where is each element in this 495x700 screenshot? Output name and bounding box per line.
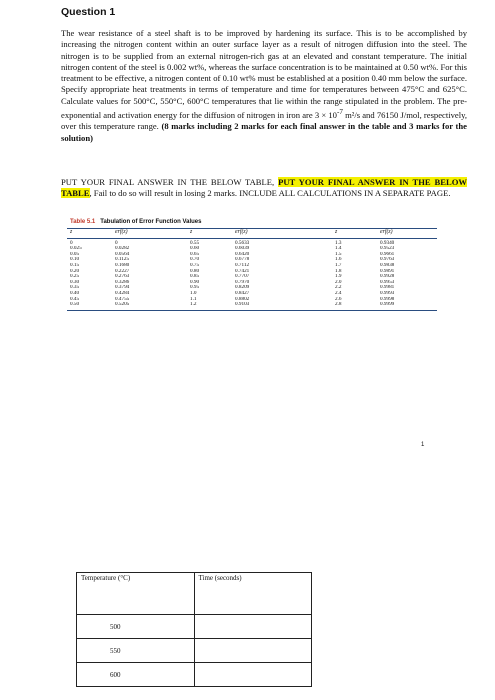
erf-table-cell: 2.4 [335,290,342,296]
answer-instructions [61,177,467,200]
erf-column-header: erf(z) [377,229,437,239]
erf-table-cell: 2.8 [332,302,377,310]
erf-column-header: z [187,229,232,239]
erf-table-cell: 0.90 [190,279,200,285]
problem-marks: (8 marks including 2 marks for each final answer in the table and 3 marks for the solution) [61,121,467,143]
erf-table-cell: 0.2763 [115,274,130,280]
erf-table-body [67,238,437,310]
erf-table-cell: 0.9981 [380,285,395,291]
erf-table-cell: 0.9998 [380,296,395,302]
problem-exponent: -7 [336,108,343,117]
time-answer-cell[interactable] [194,663,312,687]
erf-table-cell: 0.40 [70,290,80,296]
erf-table-cell: 0.65 [190,251,200,257]
erf-table-cell: 0.25 [70,274,80,280]
erf-table-row [67,238,437,246]
erf-table-cell: 0.50 [67,302,112,310]
erf-table-cell: 0.025 [70,246,82,252]
erf-table-cell: 0.7112 [235,262,250,268]
erf-table-cell: 1.7 [335,262,342,268]
temperature-cell: 500 [77,615,195,639]
erf-table-cell: 0.85 [190,274,200,280]
erf-table-cell: 0.9953 [380,279,395,285]
erf-table-cell: 0.9763 [380,257,395,263]
erf-table-cell: 0.8209 [235,285,250,291]
erf-column-header: erf(z) [232,229,332,239]
answer-table [76,572,312,687]
erf-table-cell: 0.9999 [377,302,437,310]
erf-table-cell: 0.9340 [380,239,395,246]
problem-statement [61,28,467,144]
erf-column-header: z [332,229,377,239]
temperature-cell: 600 [77,663,195,687]
erf-table-cell: 0.7421 [235,268,250,274]
erf-table-cell: 0.20 [70,268,80,274]
erf-table-header [67,229,437,239]
erf-table-cell: 0.0564 [115,251,130,257]
erf-table-cell: 1.5 [335,251,342,257]
erf-table-cell: 2.2 [335,285,342,291]
erf-table-cell: 0.9661 [380,251,395,257]
erf-table-cell: 0.35 [70,285,80,291]
erf-table-cell: 0.9838 [380,262,395,268]
erf-table-cell: 0.3794 [115,285,130,291]
erf-column-header: z [67,229,112,239]
erf-table-cell: 0.9103 [232,302,332,310]
erf-table-cell: 0.0282 [115,246,130,252]
erf-table-cell: 0.5633 [235,239,250,246]
erf-table-cell: 1.1 [190,296,197,302]
erf-table [67,228,437,311]
erf-table-cell: 1.0 [190,290,197,296]
erf-table-cell: 0.80 [190,268,200,274]
erf-table-caption [70,219,201,225]
erf-table-cell: 0.6420 [235,251,250,257]
erf-table-cell: 1.6 [335,257,342,263]
question-heading: Question 1 [61,6,116,18]
erf-table-cell: 0.8802 [235,296,250,302]
erf-table-title: Tabulation of Error Function Values [100,219,202,225]
erf-table-cell: 1.9 [335,274,342,280]
erf-table-cell: 0.10 [70,257,80,263]
time-answer-cell[interactable] [194,639,312,663]
erf-table-cell: 0.75 [190,262,200,268]
temperature-header: Temperature (°C) [77,573,195,615]
instruction-highlight: PUT YOUR FINAL ANSWER IN THE BELOW TABLE [61,177,468,199]
erf-table-cell: 1.3 [335,239,342,246]
answer-table-row [77,663,312,687]
erf-header-row [67,229,437,239]
erf-table-row [67,302,437,310]
problem-text: The wear resistance of a steel shaft is to be improved by hardening its surface. This is to be accomplished by increasing the nitrogen content within an outer surface layer as a result of nitrogen diffusion into the steel. The nitrogen is to be supplied from an external nitrogen-rich gas at an elevated and constant temperature. The initial nitrogen content of the steel is 0.002 wt%, whereas the surface concentration is to be maintained at 0.50 wt%. For this treatment to be effective, a nitrogen content of 0.10 wt% must be established at a position 0.40 mm below the surface. Specify appropriate heat treatments in terms of temperature and time for temperatures between 475°C and 625°C. Calculate values for 500°C, 550°C, 600°C temperatures that lie within the range stipulated in the problem. The pre-exponential and activation energy for the diffusion of nitrogen in iron are 3 × 10 [61,28,467,120]
erf-table-cell: 0.9993 [380,290,395,296]
erf-table-cell: 0.6039 [235,246,250,252]
erf-table-cell: 0.45 [70,296,80,302]
erf-table-cell: 0.05 [70,251,80,257]
time-answer-cell[interactable] [194,615,312,639]
answer-table-row [77,639,312,663]
erf-table-cell: 0.95 [190,285,200,291]
erf-table-cell: 0.15 [70,262,80,268]
instruction-part3: . INCLUDE ALL CALCULATIONS IN A SEPARATE PAGE. [234,188,451,199]
erf-table-cell: 0.9928 [380,274,395,280]
erf-table-cell: 0.8427 [235,290,250,296]
erf-table-cell: 0.3286 [115,279,130,285]
erf-table-cell: 0.4284 [115,290,130,296]
erf-table-cell: 0.6778 [235,257,250,263]
temperature-cell: 550 [77,639,195,663]
erf-table-cell: 0.55 [190,239,200,246]
erf-table-cell: 0.7970 [235,279,250,285]
erf-column-header: erf(z) [112,229,187,239]
erf-table-cell: 0.30 [70,279,80,285]
erf-table-cell: 0.1680 [115,262,130,268]
erf-table-cell: 1.8 [335,268,342,274]
erf-table-cell: 1.2 [187,302,232,310]
erf-table-cell: 0.9891 [380,268,395,274]
answer-table-header-row [77,573,312,615]
erf-table-cell: 0.4755 [115,296,130,302]
erf-table-cell: 0.1125 [115,257,130,263]
erf-table-cell: 1.4 [335,246,342,252]
erf-table-cell: 2.6 [335,296,342,302]
erf-table-cell: 0.7707 [235,274,250,280]
erf-table-number: Table 5.1 [70,219,96,225]
erf-table-cell: 0.70 [190,257,200,263]
erf-table-cell: 2.0 [335,279,342,285]
erf-table-cell: 0.2227 [115,268,130,274]
answer-table-row [77,615,312,639]
time-header: Time (seconds) [194,573,312,615]
erf-table-cell: 0.5205 [112,302,187,310]
instruction-part2: , Fail to do so will result in losing 2 marks [89,188,235,199]
erf-table-cell: 0.9523 [380,246,395,252]
page-number: 1 [421,442,425,448]
erf-table-cell: 0 [70,239,73,246]
instruction-part1: PUT YOUR FINAL ANSWER IN THE BELOW TABLE, [61,177,279,187]
erf-table-cell: 0 [115,239,118,246]
erf-table-cell: 0.60 [190,246,200,252]
answer-table-body [77,615,312,687]
problem-text-continued: m²/s and 76150 J/mol, respectively, over this temperature range. [61,109,467,132]
